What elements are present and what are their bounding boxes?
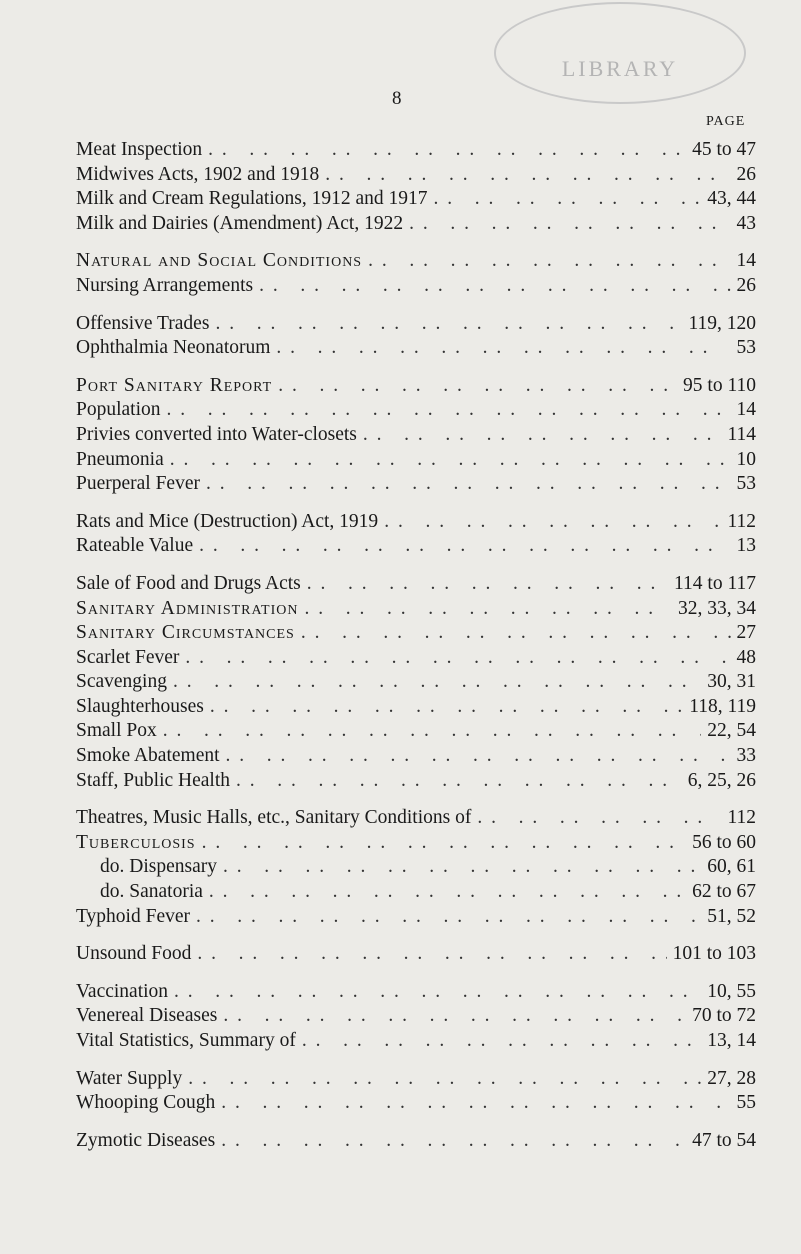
index-pages: 114 (727, 423, 756, 445)
index-pages: 48 (736, 646, 756, 668)
index-pages: 101 to 103 (672, 943, 756, 965)
index-entry (76, 598, 756, 623)
index-entry (76, 313, 756, 338)
dot-leader (226, 745, 731, 767)
index-entry (76, 375, 756, 400)
dot-leader (363, 424, 722, 446)
index-pages: 14 (736, 399, 756, 421)
dot-leader (208, 139, 686, 161)
index-pages: 60, 61 (707, 856, 756, 878)
index-pages: 118, 119 (689, 695, 756, 717)
index-entry (76, 573, 756, 598)
index-term: Scavenging (76, 671, 167, 693)
dot-leader (409, 213, 730, 235)
index-term: Milk and Dairies (Amendment) Act, 1922 (76, 212, 404, 234)
index-entry (76, 473, 756, 498)
dot-leader (307, 573, 668, 595)
index-entry (76, 1068, 756, 1093)
index-pages: 119, 120 (688, 312, 756, 334)
dot-leader (223, 856, 701, 878)
index-pages: 27 (736, 622, 756, 644)
index-pages: 13, 14 (707, 1030, 756, 1051)
index-entry (76, 1005, 756, 1030)
index-group (76, 313, 756, 362)
page-number: 8 (392, 88, 402, 109)
index-pages: 26 (736, 274, 756, 296)
index-entry (76, 337, 756, 362)
index-group (76, 807, 756, 930)
index-entry (76, 696, 756, 721)
library-stamp: LIBRARY (494, 2, 746, 104)
index-term: Pneumonia (76, 448, 164, 470)
index-term: Privies converted into Water-closets (76, 423, 357, 445)
dot-leader (197, 943, 666, 965)
index-entry (76, 856, 756, 881)
index-term: Offensive Trades (76, 312, 210, 334)
dot-leader (210, 696, 683, 718)
dot-leader (302, 1030, 701, 1052)
index-pages: 14 (736, 250, 756, 272)
dot-leader (305, 598, 673, 620)
dot-leader (170, 449, 731, 471)
index-term: Midwives Acts, 1902 and 1918 (76, 163, 320, 185)
index-pages: 10, 55 (707, 980, 756, 1002)
index-group (76, 250, 756, 299)
index-term: Sanitary Administration (76, 597, 299, 619)
dot-leader (209, 881, 686, 903)
index-entry (76, 188, 756, 213)
index-group (76, 1130, 756, 1155)
index-term: Sale of Food and Drugs Acts (76, 572, 301, 594)
index-term: do. Sanatoria (100, 881, 203, 903)
dot-leader (301, 622, 731, 644)
index-term: do. Dispensary (100, 856, 217, 878)
index-term: Milk and Cream Regulations, 1912 and 1917 (76, 188, 428, 210)
index-pages: 6, 25, 26 (687, 769, 756, 791)
index-term: Water Supply (76, 1067, 183, 1089)
index-pages: 10 (736, 448, 756, 470)
dot-leader (196, 906, 701, 928)
dot-leader (223, 1005, 686, 1027)
dot-leader (185, 647, 730, 669)
index-term: Ophthalmia Neonatorum (76, 337, 271, 359)
index-entry (76, 671, 756, 696)
index-pages: 43, 44 (707, 188, 756, 210)
index-pages: 70 to 72 (692, 1005, 756, 1027)
index-term: Sanitary Circumstances (76, 622, 295, 644)
index-entry (76, 745, 756, 770)
index-pages: 30, 31 (707, 671, 756, 693)
dot-leader (199, 535, 730, 557)
index-entry (76, 647, 756, 672)
index-term: Rateable Value (76, 535, 194, 557)
dot-leader (236, 770, 682, 792)
index-term: Puerperal Fever (76, 473, 200, 495)
dot-leader (221, 1130, 686, 1152)
index-pages: 53 (736, 337, 756, 359)
dot-leader (278, 375, 677, 397)
index-entry (76, 424, 756, 449)
index-group (76, 511, 756, 560)
dot-leader (167, 399, 731, 421)
index-pages: 114 to 117 (674, 572, 756, 594)
dot-leader (259, 275, 730, 297)
index-group (76, 375, 756, 498)
index-term: Slaughterhouses (76, 695, 204, 717)
index-group (76, 943, 756, 968)
index-entry (76, 770, 756, 795)
index-term: Whooping Cough (76, 1092, 216, 1114)
index-term: Population (76, 399, 161, 421)
index-term: Meat Inspection (76, 139, 203, 160)
index-term: Port Sanitary Report (76, 374, 273, 396)
index-entry (76, 275, 756, 300)
dot-leader (188, 1068, 701, 1090)
dot-leader (276, 337, 730, 359)
index-group (76, 981, 756, 1055)
index-term: Staff, Public Health (76, 769, 230, 791)
index-term: Typhoid Fever (76, 905, 190, 927)
index-entry (76, 881, 756, 906)
index-term: Unsound Food (76, 943, 192, 965)
index-pages: 27, 28 (707, 1067, 756, 1089)
index-entry (76, 807, 756, 832)
index-term: Zymotic Diseases (76, 1129, 216, 1151)
index-term: Small Pox (76, 720, 157, 742)
index-pages: 62 to 67 (692, 881, 756, 903)
dot-leader (221, 1092, 730, 1114)
index-pages: 45 to 47 (692, 139, 756, 160)
index-group (76, 1068, 756, 1117)
index-pages: 13 (736, 535, 756, 557)
index-term: Tuberculosis (76, 831, 196, 853)
index-entry (76, 1030, 756, 1055)
index-term: Vital Statistics, Summary of (76, 1030, 296, 1051)
index-entry (76, 981, 756, 1006)
index-entry (76, 164, 756, 189)
dot-leader (368, 250, 730, 272)
index-pages: 56 to 60 (692, 831, 756, 853)
index-pages: 51, 52 (707, 905, 756, 927)
dot-leader (173, 671, 701, 693)
index-group (76, 139, 756, 237)
index-entry (76, 449, 756, 474)
dot-leader (434, 188, 702, 210)
index-pages: 33 (736, 745, 756, 767)
index-entry (76, 535, 756, 560)
index-term: Nursing Arrangements (76, 274, 254, 296)
index-term: Natural and Social Conditions (76, 250, 363, 272)
index-term: Vaccination (76, 980, 169, 1002)
index-entry (76, 622, 756, 647)
dot-leader (325, 164, 730, 186)
index-entry (76, 1092, 756, 1117)
index-term: Theatres, Music Halls, etc., Sanitary Conditions of (76, 807, 472, 829)
dot-leader (215, 313, 682, 335)
dot-leader (206, 473, 731, 495)
index-group (76, 573, 756, 794)
index-list (76, 139, 756, 1167)
index-entry (76, 832, 756, 857)
index-entry (76, 511, 756, 536)
index-pages: 95 to 110 (683, 374, 756, 396)
dot-leader (174, 981, 701, 1003)
index-entry (76, 1130, 756, 1155)
dot-leader (384, 511, 721, 533)
index-term: Scarlet Fever (76, 646, 180, 668)
index-pages: 22, 54 (707, 720, 756, 742)
index-entry (76, 213, 756, 238)
index-pages: 32, 33, 34 (678, 597, 756, 619)
index-term: Smoke Abatement (76, 745, 220, 767)
index-term: Venereal Diseases (76, 1005, 218, 1027)
index-pages: 43 (736, 212, 756, 234)
dot-leader (477, 807, 721, 829)
index-pages: 53 (736, 473, 756, 495)
index-entry (76, 906, 756, 931)
index-pages: 112 (727, 510, 756, 532)
index-entry (76, 139, 756, 164)
dot-leader (163, 720, 702, 742)
index-pages: 47 to 54 (692, 1129, 756, 1151)
index-pages: 112 (727, 807, 756, 829)
index-entry (76, 943, 756, 968)
index-pages: 55 (736, 1092, 756, 1114)
index-entry (76, 720, 756, 745)
index-entry (76, 250, 756, 275)
index-term: Rats and Mice (Destruction) Act, 1919 (76, 510, 379, 532)
index-entry (76, 399, 756, 424)
index-pages: 26 (736, 163, 756, 185)
dot-leader (202, 832, 686, 854)
page-column-header: PAGE (706, 114, 746, 129)
